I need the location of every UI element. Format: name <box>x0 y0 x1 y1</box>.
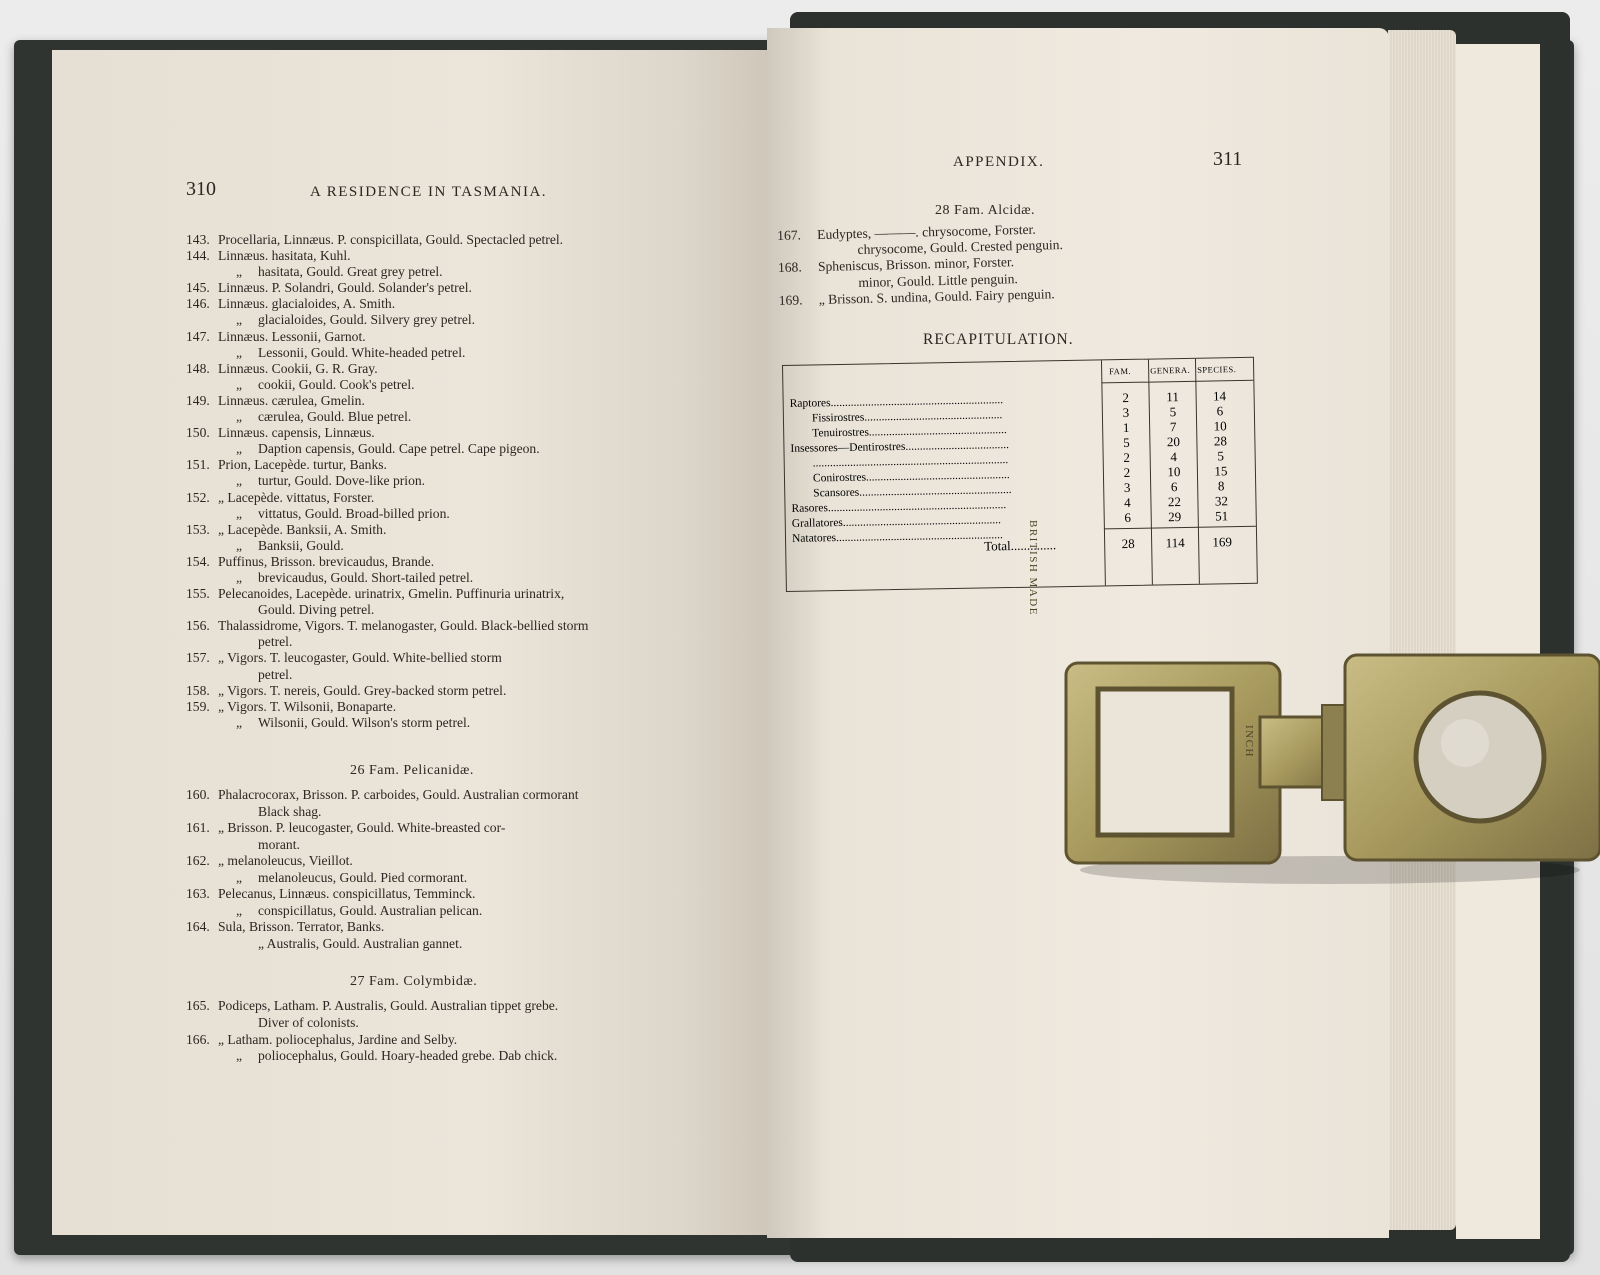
entry-number: 157. <box>186 650 210 666</box>
list-item <box>186 683 746 699</box>
recap-cell-genera: 22 <box>1167 494 1182 510</box>
recap-cell-genera: 6 <box>1170 479 1178 495</box>
entry-number: „ <box>236 1048 243 1064</box>
entry-text: „ Brisson. S. undina, Gould. Fairy penguin. <box>818 285 1055 307</box>
family-heading-26: 26 Fam. Pelicanidæ. <box>350 763 474 778</box>
entry-text: glacialoides, Gould. Silvery grey petrel. <box>258 312 476 328</box>
total-genera: 114 <box>1165 535 1185 551</box>
entry-text: „ Australis, Gould. Australian gannet. <box>258 935 463 951</box>
entry-text: Black shag. <box>258 803 322 819</box>
entry-number: 168. <box>777 259 802 276</box>
leader-dots: .................................... <box>905 439 1010 453</box>
entry-text: „ Lacepède. vittatus, Forster. <box>218 489 375 505</box>
list-item <box>186 903 746 920</box>
running-head-right: APPENDIX. <box>953 154 1045 170</box>
entry-number: 148. <box>186 360 210 376</box>
list-item <box>186 650 746 666</box>
list-item <box>186 837 746 854</box>
lens-glare <box>1441 719 1489 767</box>
total-fam: 28 <box>1121 535 1135 552</box>
recap-cell-species: 28 <box>1213 433 1228 449</box>
list-item <box>186 280 746 296</box>
leader-dots: ............................................................ <box>830 394 1004 410</box>
recapitulation-title: RECAPITULATION. <box>923 331 1074 348</box>
recap-label: Insessores—Dentirostres.................................... <box>790 439 1010 455</box>
entry-text: Linnæus. hasitata, Kuhl. <box>218 248 351 264</box>
recap-cell-fam: 2 <box>1122 389 1130 406</box>
list-item <box>186 1015 746 1032</box>
right-page <box>767 28 1389 1238</box>
entry-number: 162. <box>186 853 210 868</box>
list-item <box>186 1048 746 1065</box>
total-species: 169 <box>1212 534 1233 550</box>
loupe-window <box>1098 689 1232 835</box>
entry-text: „ Lacepède. Banksii, A. Smith. <box>218 521 387 537</box>
entry-text: Linnæus. P. Solandri, Gould. Solander's petrel. <box>218 280 472 296</box>
entry-number: „ <box>236 537 243 553</box>
entry-text: Phalacrocorax, Brisson. P. carboides, Gould. Australian cormorant <box>218 787 579 802</box>
entry-text: „ melanoleucus, Vieillot. <box>218 853 353 868</box>
list-item <box>186 506 746 522</box>
table-rule <box>1104 526 1256 530</box>
list-item <box>186 936 746 953</box>
recap-label: Tenuirostres................................................ <box>812 424 1007 440</box>
list-item <box>186 312 746 328</box>
leader-dots: ..................................................... <box>859 484 1012 499</box>
list-item <box>186 586 746 602</box>
page-edges <box>1388 30 1456 1230</box>
entry-text: minor, Gould. Little penguin. <box>858 270 1019 290</box>
entry-number: 149. <box>186 392 210 408</box>
list-item <box>186 522 746 538</box>
entry-text: hasitata, Gould. Great grey petrel. <box>258 264 443 280</box>
entry-text: conspicillatus, Gould. Australian pelican. <box>258 902 483 918</box>
list-item <box>186 345 746 361</box>
entry-text: melanoleucus, Gould. Pied cormorant. <box>258 869 468 885</box>
list-item <box>186 602 746 618</box>
recap-cell-genera: 10 <box>1167 464 1181 480</box>
leader-dots: ................................................ <box>864 409 1003 424</box>
entry-text: Pelecanus, Linnæus. conspicillatus, Temminck. <box>218 886 476 901</box>
entry-number: 159. <box>186 698 210 714</box>
left-page <box>52 50 767 1235</box>
col-header-species: SPECIES. <box>1197 364 1237 375</box>
entry-text: Diver of colonists. <box>258 1014 359 1030</box>
entry-number: „ <box>236 505 243 521</box>
entry-number: 155. <box>186 586 210 602</box>
entry-text: chrysocome, Gould. Crested penguin. <box>857 237 1064 258</box>
recap-cell-fam: 2 <box>1123 449 1131 466</box>
entry-text: Banksii, Gould. <box>258 537 344 553</box>
list-item <box>186 457 746 473</box>
entry-text: cookii, Gould. Cook's petrel. <box>258 376 415 392</box>
list-item <box>186 699 746 715</box>
entry-text: Linnæus. cærulea, Gmelin. <box>218 392 365 408</box>
entry-text: Pelecanoides, Lacepède. urinatrix, Gmelin. Puffinuria urinatrix, <box>218 586 565 602</box>
entry-number: „ <box>236 376 243 392</box>
entry-number: „ <box>236 409 243 425</box>
list-item <box>186 570 746 586</box>
recap-cell-fam: 3 <box>1122 404 1130 421</box>
entry-text: Gould. Diving petrel. <box>258 602 375 618</box>
leader-dots: .......................................................... <box>836 529 1003 545</box>
recap-cell-species: 51 <box>1215 508 1229 524</box>
species-list-colymbidae <box>186 998 746 1065</box>
species-list-left <box>186 232 746 731</box>
recap-cell-genera: 7 <box>1169 419 1177 435</box>
entry-text: Podiceps, Latham. P. Australis, Gould. Australian tippet grebe. <box>218 998 559 1013</box>
list-item <box>186 538 746 554</box>
entry-text: cærulea, Gould. Blue petrel. <box>258 409 412 425</box>
list-item <box>186 361 746 377</box>
entry-text: Lessonii, Gould. White-headed petrel. <box>258 344 466 360</box>
loupe-stamp-right: INCH <box>1243 725 1255 758</box>
leader-dots: .................................................. <box>865 469 1010 484</box>
entry-number: 163. <box>186 886 210 901</box>
entry-text: Wilsonii, Gould. Wilson's storm petrel. <box>258 714 471 730</box>
entry-number: „ <box>236 473 243 489</box>
list-item <box>186 634 746 650</box>
entry-text: Puffinus, Brisson. brevicaudus, Brande. <box>218 553 435 569</box>
list-item <box>186 787 746 804</box>
entry-text: „ Vigors. T. leucogaster, Gould. White-bellied storm <box>218 650 502 666</box>
recap-cell-fam: 1 <box>1122 419 1130 436</box>
entry-number: 153. <box>186 521 210 537</box>
entry-text: morant. <box>258 836 300 852</box>
entry-number: 169. <box>778 292 803 308</box>
recap-cell-genera: 5 <box>1169 404 1177 420</box>
recap-label: Rasores.............................................................. <box>791 499 1007 515</box>
entry-number: 161. <box>186 820 210 835</box>
entry-text: Prion, Lacepède. turtur, Banks. <box>218 457 387 473</box>
page-number-left: 310 <box>186 178 216 200</box>
list-item <box>186 820 746 837</box>
entry-text: „ Vigors. T. Wilsonii, Bonaparte. <box>218 698 397 714</box>
leader-dots: ................................................ <box>868 424 1007 439</box>
entry-text: Spheniscus, Brisson. minor, Forster. <box>817 254 1015 275</box>
entry-text: poliocephalus, Gould. Hoary-headed grebe. Dab chick. <box>258 1048 558 1064</box>
entry-text: „ Latham. poliocephalus, Jardine and Selby. <box>218 1031 458 1047</box>
recap-label: Fissirostres................................................ <box>811 409 1003 425</box>
entry-number: 147. <box>186 328 210 344</box>
recap-cell-species: 15 <box>1214 463 1228 479</box>
page-number-right: 311 <box>1213 148 1243 170</box>
col-header-fam: FAM. <box>1109 365 1132 377</box>
entry-number: 143. <box>186 232 210 247</box>
entry-text: „ Brisson. P. leucogaster, Gould. White-breasted cor- <box>218 820 506 835</box>
recap-cell-fam: 5 <box>1123 434 1130 451</box>
entry-number: 145. <box>186 280 210 296</box>
list-item <box>186 667 746 683</box>
entry-text: petrel. <box>258 666 293 682</box>
species-list-alcidae <box>777 218 1199 309</box>
entry-number: „ <box>236 312 243 328</box>
endpaper <box>1456 44 1540 1239</box>
recap-label: Scansores..................................................... <box>813 484 1012 500</box>
entry-number: 167. <box>777 227 802 243</box>
recap-cell-species: 14 <box>1212 388 1227 404</box>
recap-cell-species: 32 <box>1214 493 1229 509</box>
recap-cell-species: 5 <box>1217 448 1225 464</box>
entry-number: „ <box>236 714 243 730</box>
family-heading-28: 28 Fam. Alcidæ. <box>935 203 1036 218</box>
col-header-genera: GENERA. <box>1150 364 1191 376</box>
recap-cell-genera: 11 <box>1166 389 1180 405</box>
leader-dots: ....................................................... <box>842 514 1002 529</box>
recap-label: Grallatores....................................................... <box>791 514 1002 530</box>
list-item <box>186 715 746 731</box>
list-item <box>186 425 746 441</box>
recap-label: Conirostres.................................................. <box>812 469 1010 485</box>
recap-cell-fam: 2 <box>1123 464 1131 481</box>
entry-number: „ <box>236 441 243 457</box>
entry-number: 165. <box>186 998 210 1013</box>
entry-number: „ <box>236 264 243 280</box>
total-label: Total.............. <box>984 537 1057 554</box>
list-item <box>186 998 746 1015</box>
loupe-stamp-left: BRITISH MADE <box>1027 520 1039 616</box>
leader-dots: .................................................................... <box>812 454 1009 470</box>
list-item <box>186 919 746 936</box>
entry-number: „ <box>236 569 243 585</box>
entry-text: Thalassidrome, Vigors. T. melanogaster, Gould. Black-bellied storm <box>218 618 589 634</box>
recap-cell-genera: 20 <box>1166 434 1181 450</box>
entry-number: 156. <box>186 618 210 634</box>
entry-number: 150. <box>186 425 210 441</box>
list-item <box>186 618 746 634</box>
entry-number: 158. <box>186 682 210 698</box>
list-item <box>186 1032 746 1049</box>
entry-text: „ Vigors. T. nereis, Gould. Grey-backed storm petrel. <box>218 682 507 698</box>
entry-number: 160. <box>186 787 210 802</box>
list-item <box>186 490 746 506</box>
entry-number: 154. <box>186 553 210 569</box>
entry-number: 166. <box>186 1031 210 1047</box>
recap-cell-genera: 4 <box>1170 449 1178 465</box>
list-item <box>186 248 746 264</box>
entry-text: Daption capensis, Gould. Cape petrel. Cape pigeon. <box>258 441 540 457</box>
recapitulation-table <box>782 357 1258 592</box>
list-item <box>186 554 746 570</box>
recap-cell-fam: 3 <box>1123 479 1131 496</box>
list-item <box>186 329 746 345</box>
entry-number: „ <box>236 344 243 360</box>
list-item <box>186 853 746 870</box>
entry-text: brevicaudus, Gould. Short-tailed petrel. <box>258 569 474 585</box>
entry-number: 151. <box>186 457 210 473</box>
species-list-pelicanidae <box>186 787 746 952</box>
recap-label: Natatores.......................................................... <box>791 529 1003 545</box>
entry-number: „ <box>236 869 243 885</box>
entry-number: 152. <box>186 489 210 505</box>
entry-number: „ <box>236 902 243 918</box>
recap-cell-species: 8 <box>1217 478 1225 494</box>
family-heading-27: 27 Fam. Colymbidæ. <box>350 974 478 989</box>
list-item <box>186 804 746 821</box>
recap-cell-species: 10 <box>1213 418 1227 434</box>
list-item <box>186 232 746 248</box>
leader-dots: .............................................................. <box>827 499 1007 515</box>
entry-text: Eudyptes, ———. chrysocome, Forster. <box>816 221 1036 243</box>
entry-number: 144. <box>186 248 210 264</box>
entry-text: Linnæus. glacialoides, A. Smith. <box>218 296 396 312</box>
list-item <box>186 377 746 393</box>
entry-text: Linnæus. Lessonii, Garnot. <box>218 328 366 344</box>
recap-label: Raptores............................................................ <box>789 394 1004 410</box>
entry-text: Linnæus. Cookii, G. R. Gray. <box>218 360 378 376</box>
running-head-left: A RESIDENCE IN TASMANIA. <box>310 184 548 200</box>
entry-number: 164. <box>186 919 210 934</box>
recap-cell-fam: 4 <box>1124 494 1131 511</box>
table-rule <box>1101 380 1253 384</box>
entry-text: turtur, Gould. Dove-like prion. <box>258 473 426 489</box>
entry-text: vittatus, Gould. Broad-billed prion. <box>258 505 450 521</box>
entry-text: Linnæus. capensis, Linnæus. <box>218 425 375 441</box>
recap-cell-species: 6 <box>1216 403 1224 419</box>
list-item <box>186 870 746 887</box>
list-item <box>186 473 746 489</box>
entry-text: Procellaria, Linnæus. P. conspicillata, Gould. Spectacled petrel. <box>218 232 564 247</box>
recap-cell-genera: 29 <box>1168 509 1182 525</box>
entry-number: 146. <box>186 296 210 312</box>
list-item <box>186 441 746 457</box>
recap-cell-fam: 6 <box>1124 509 1132 526</box>
list-item <box>186 409 746 425</box>
list-item <box>186 886 746 903</box>
list-item <box>186 296 746 312</box>
entry-text: Sula, Brisson. Terrator, Banks. <box>218 919 385 934</box>
recap-label <box>813 454 1009 469</box>
list-item <box>186 393 746 409</box>
entry-text: petrel. <box>258 634 293 650</box>
list-item <box>186 264 746 280</box>
